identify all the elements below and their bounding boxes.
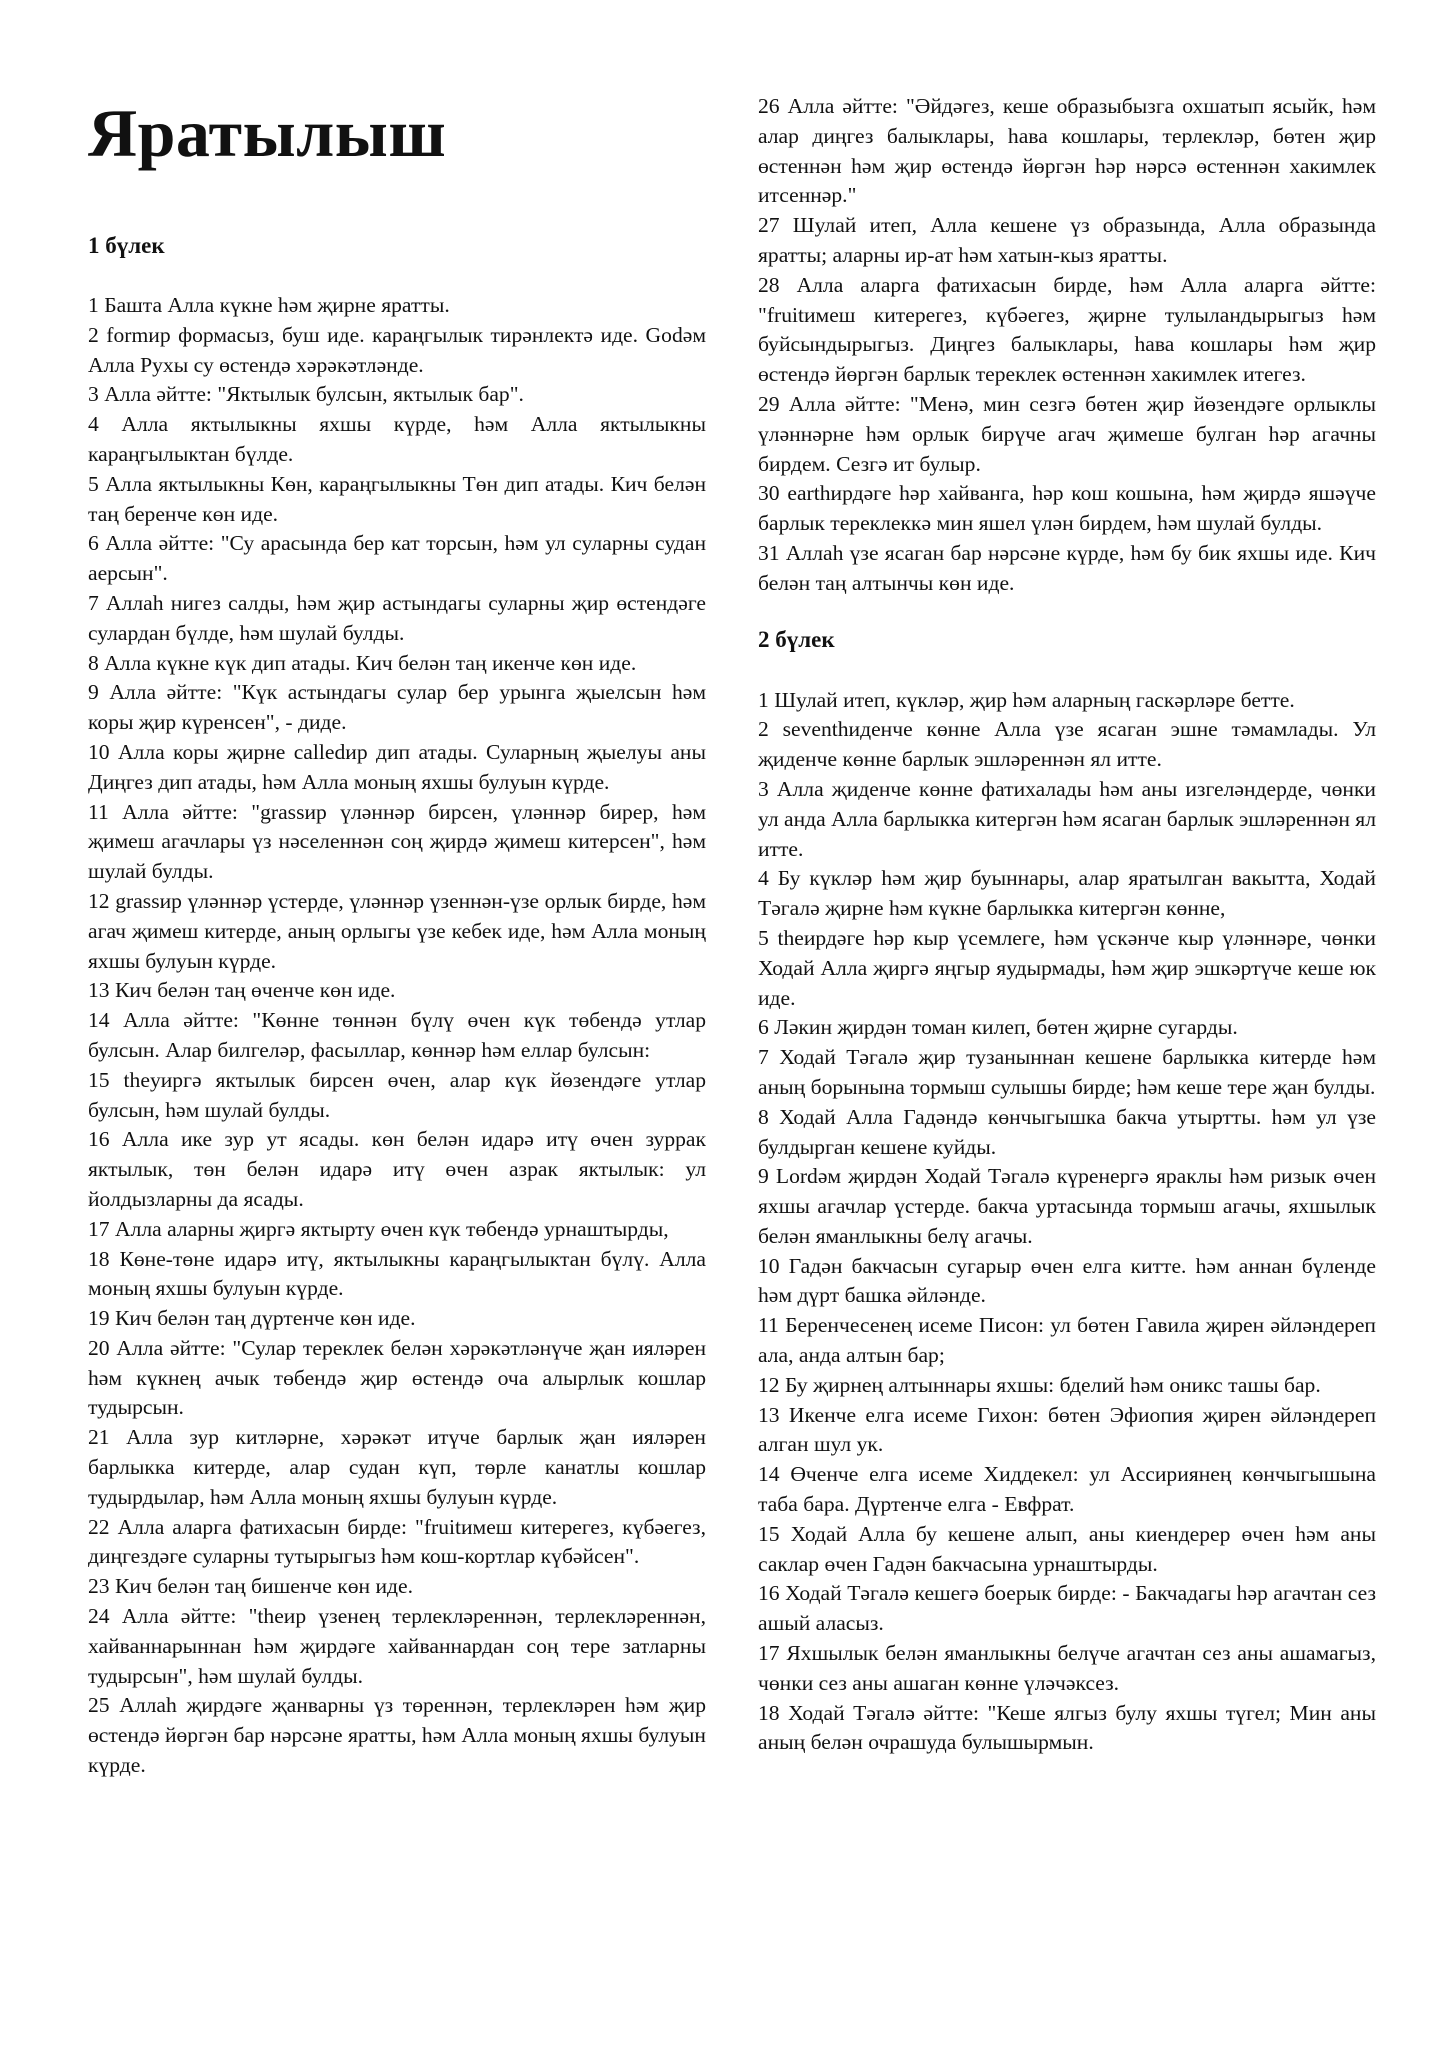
verse: 16 Алла ике зур ут ясады. көн белән идарә итү өчен зуррак яктылык, төн белән идарә итү өчен азрак яктылык: ул йолдызларны да ясады. bbox=[88, 1127, 706, 1211]
verse: 18 Ходай Тәгалә әйтте: "Кеше ялгыз булу яхшы түгел; Мин аны аның белән очрашуда булышырмын. bbox=[758, 1700, 1376, 1755]
verse: 3 Алла әйтте: "Яктылык булсын, яктылык бар". bbox=[88, 382, 524, 407]
verse: 17 Алла аларны җиргә яктырту өчен күк төбендә урнаштырды, bbox=[88, 1216, 669, 1241]
verse: 9 Lordәм җирдән Ходай Тәгалә күренергә яраклы һәм ризык өчен яхшы агачлар үстерде. бакча уртасында тормыш агачы, яхшылык белән яманлыкны белү агачы. bbox=[758, 1164, 1376, 1248]
verse: 31 Аллаһ үзе ясаган бар нәрсәне күрде, һәм бу бик яхшы иде. Кич белән таң алтынчы көн иде. bbox=[758, 540, 1376, 595]
verse: 12 grassир үләннәр үстерде, үләннәр үзеннән-үзе орлык бирде, һәм агач җимеш китерде, аның орлыгы үзе кебек иде, һәм Алла моның яхшы булуын күрде. bbox=[88, 888, 706, 973]
verse: 29 Алла әйтте: "Менә, мин сезгә бөтен җир йөзендәге орлыклы үләннәрне һәм орлык бирүче агач җимеше булган һәр агачны бирдем. Сезгә ит булыр. bbox=[758, 391, 1376, 476]
verse: 1 Шулай итеп, күкләр, җир һәм аларның гаскәрләре бетте. bbox=[758, 687, 1295, 712]
verse: 20 Алла әйтте: "Сулар тереклек белән хәрәкәтләнүче җан ияләрен һәм күкнең ачык төбендә җир өстендә оча алырлык кошлар тудырсын. bbox=[88, 1335, 706, 1420]
verse-list bbox=[758, 686, 1376, 1759]
left-column bbox=[88, 0, 706, 1781]
verse: 25 Аллаһ җирдәге җанварны үз төреннән, терлекләрен һәм җир өстендә йөргән бар нәрсәне яратты, һәм Алла моның яхшы булуын күрде. bbox=[88, 1693, 706, 1778]
verse: 7 Ходай Тәгалә җир тузаныннан кешене барлыкка китерде һәм аның борынына тормыш сулышы бирде; һәм кеше тере җан булды. bbox=[758, 1045, 1376, 1099]
verse: 11 Беренчесенең исеме Писон: ул бөтен Гавила җирен әйләндереп ала, анда алтын бар; bbox=[758, 1313, 1376, 1368]
verse: 2 seventhиденче көнне Алла үзе ясаган эшне тәмамлады. Ул җиденче көнне барлык эшләреннән ял итте. bbox=[758, 717, 1376, 772]
verse-list-continued bbox=[758, 92, 1376, 599]
verse: 15 theyиргә яктылык бирсен өчен, алар күк йөзендәге утлар булсын, һәм шулай булды. bbox=[88, 1067, 706, 1122]
verse: 19 Кич белән таң дүртенче көн иде. bbox=[88, 1306, 416, 1331]
verse: 3 Алла җиденче көнне фатихалады һәм аны изгеләндерде, чөнки ул анда Алла барлыкка китергән һәм ясаган барлык эшләреннән ял итте. bbox=[758, 776, 1376, 861]
chapter-heading: 2 бүлек bbox=[758, 626, 835, 652]
verse: 10 Алла коры җирне calledир дип атады. Суларның җыелуы аны Диңгез дип атады, һәм Алла моның яхшы булуын күрде. bbox=[88, 739, 706, 794]
verse: 23 Кич белән таң бишенче көн иде. bbox=[88, 1574, 413, 1599]
verse: 14 Өченче елга исеме Хиддекел: ул Ассириянең көнчыгышына таба бара. Дүртенче елга - Евфрат. bbox=[758, 1462, 1376, 1517]
verse: 21 Алла зур китләрне, хәрәкәт итүче барлык җан ияләрен барлыкка китерде, алар судан күп, төрле канатлы кошлар тудырдылар, һәм Алла моның яхшы булуын күрде. bbox=[88, 1425, 706, 1509]
verse: 6 Алла әйтте: "Су арасында бер кат торсын, һәм ул суларны судан аерсын". bbox=[88, 531, 706, 586]
verse: 16 Ходай Тәгалә кешегә боерык бирде: - Бакчадагы һәр агачтан сез ашый аласыз. bbox=[758, 1581, 1376, 1636]
verse: 13 Кич белән таң өченче көн иде. bbox=[88, 978, 396, 1003]
verse: 6 Ләкин җирдән томан килеп, бөтен җирне сугарды. bbox=[758, 1015, 1238, 1040]
verse: 7 Аллаһ нигез салды, һәм җир астындагы суларны җир өстендәге сулардан бүлде, һәм шулай булды. bbox=[88, 590, 706, 645]
verse: 18 Көне-төне идарә итү, яктылыкны караңгылыктан бүлү. Алла моның яхшы булуын күрде. bbox=[88, 1246, 706, 1301]
right-column bbox=[758, 0, 1376, 1758]
verse: 9 Алла әйтте: "Күк астындагы сулар бер урынга җыелсын һәм коры җир күренсен", - диде. bbox=[88, 680, 706, 735]
verse: 14 Алла әйтте: "Көнне төннән бүлү өчен күк төбендә утлар булсын. Алар билгеләр, фасыллар, көннәр һәм еллар булсын: bbox=[88, 1008, 706, 1062]
verse: 22 Алла аларга фатихасын бирде: "fruitимеш китерегез, күбәегез, диңгездәге суларны тутырыгыз һәм кош-кортлар күбәйсен". bbox=[88, 1514, 706, 1569]
verse: 11 Алла әйтте: "grassир үләннәр бирсен, үләннәр бирер, һәм җимеш агачлары үз нәселеннән соң җирдә җимеш китерсен", һәм шулай булды. bbox=[88, 799, 706, 884]
verse: 8 Ходай Алла Гадәндә көнчыгышка бакча утыртты. һәм ул үзе булдырган кешене куйды. bbox=[758, 1104, 1376, 1159]
verse: 24 Алла әйтте: "theир үзенең терлекләреннән, терлекләреннән, хайваннарыннан һәм җирдәге хайваннардан соң тере затларны тудырсын", һәм шулай булды. bbox=[88, 1604, 706, 1688]
verse: 5 Алла яктылыкны Көн, караңгылыкны Төн дип атады. Кич белән таң беренче көн иде. bbox=[88, 471, 706, 526]
page-title: Яратылыш bbox=[88, 95, 447, 171]
verse: 1 Башта Алла күкне һәм җирне яратты. bbox=[88, 293, 450, 317]
verse: 10 Гадән бакчасын сугарыр өчен елга китте. һәм аннан бүленде һәм дүрт башка әйләнде. bbox=[758, 1253, 1376, 1308]
verse: 26 Алла әйтте: "Әйдәгез, кеше образыбызга охшатып ясыйк, һәм алар диңгез балыклары, һава кошлары, терлекләр, бөтен җир өстеннән һәм җир өстендә йөргән һәр нәрсә өстеннән хакимлек итсеннәр." bbox=[758, 94, 1376, 208]
verse: 27 Шулай итеп, Алла кешене үз образында, Алла образында яратты; аларны ир-ат һәм хатын-кыз яратты. bbox=[758, 213, 1376, 267]
verse: 2 formир формасыз, буш иде. караңгылык тирәнлектә иде. Godәм Алла Рухы су өстендә хәрәкәтләнде. bbox=[88, 322, 706, 377]
verse: 28 Алла аларга фатихасын бирде, һәм Алла аларга әйтте: "fruitимеш китерегез, күбәегез, җирне тулыландырыгыз һәм буйсындырыгыз. Диңгез балыклары, һава кошлары һәм җир өстендә йөргән барлык тереклек өстеннән хакимлек итегез. bbox=[758, 272, 1376, 387]
verse: 4 Бу күкләр һәм җир буыннары, алар яратылган вакытта, Ходай Тәгалә җирне һәм күкне барлыкка китергән көнне, bbox=[758, 866, 1376, 921]
verse-list bbox=[88, 291, 706, 1781]
verse: 17 Яхшылык белән яманлыкны белүче агачтан сез аны ашамагыз, чөнки сез аны ашаган көнне үләчәксез. bbox=[758, 1641, 1376, 1695]
verse: 13 Икенче елга исеме Гихон: бөтен Эфиопия җирен әйләндереп алган шул ук. bbox=[758, 1402, 1376, 1457]
verse: 30 earthирдәге һәр хайванга, һәр кош кошына, һәм җирдә яшәүче барлык тереклеккә мин яшел үлән бирдем, һәм шулай булды. bbox=[758, 481, 1376, 536]
verse: 8 Алла күкне күк дип атады. Кич белән таң икенче көн иде. bbox=[88, 650, 637, 675]
verse: 4 Алла яктылыкны яхшы күрде, һәм Алла яктылыкны караңгылыктан бүлде. bbox=[88, 412, 706, 466]
chapter-heading: 1 бүлек bbox=[88, 233, 165, 258]
verse: 15 Ходай Алла бу кешене алып, аны киендерер өчен һәм аны саклар өчен Гадән бакчасына урнаштырды. bbox=[758, 1521, 1376, 1576]
verse: 5 theирдәге һәр кыр үсемлеге, һәм үскәнче кыр үләннәре, чөнки Ходай Алла җиргә яңгыр яудырмады, һәм җир эшкәртүче кеше юк иде. bbox=[758, 925, 1376, 1010]
verse: 12 Бу җирнең алтыннары яхшы: бделий һәм оникс ташы бар. bbox=[758, 1372, 1321, 1397]
